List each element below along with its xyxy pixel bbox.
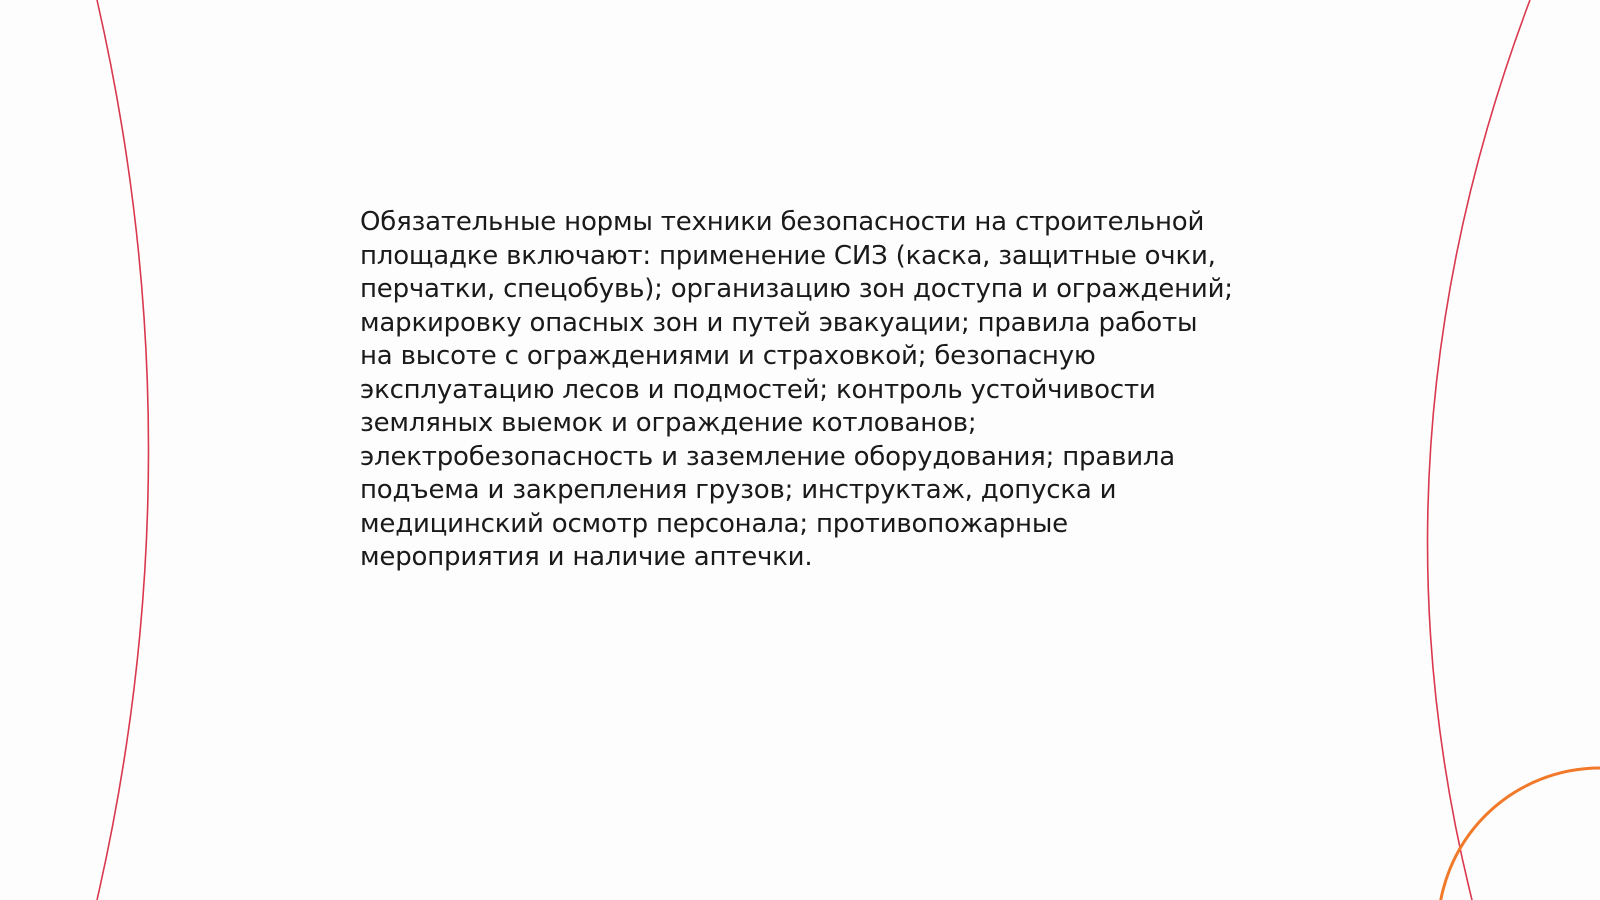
orange-circle-curve — [1438, 768, 1600, 900]
paragraph-line: перчатки, спецобувь); организацию зон доступа и ограждений; — [360, 274, 1233, 304]
paragraph-line: маркировку опасных зон и путей эвакуации; правила работы — [360, 307, 1198, 338]
left-arc-curve — [97, 0, 149, 900]
paragraph-line: электробезопасность и заземление оборудования; правила — [360, 441, 1176, 472]
paragraph-line: мероприятия и наличие аптечки. — [360, 542, 813, 572]
paragraph-line: эксплуатацию лесов и подмостей; контроль устойчивости — [360, 374, 1156, 405]
paragraph-line: земляных выемок и ограждение котлованов; — [360, 408, 977, 438]
safety-rules-paragraph — [360, 206, 1240, 575]
paragraph-line: на высоте с ограждениями и страховкой; безопасную — [360, 341, 1096, 371]
paragraph-line: подъема и закрепления грузов; инструктаж, допуска и — [360, 475, 1117, 505]
right-arc-curve — [1428, 0, 1530, 900]
paragraph-line: медицинский осмотр персонала; противопожарные — [360, 508, 1068, 539]
paragraph-line: Обязательные нормы техники безопасности на строительной — [360, 207, 1205, 237]
paragraph-line: площадке включают: применение СИЗ (каска, защитные очки, — [360, 240, 1216, 271]
